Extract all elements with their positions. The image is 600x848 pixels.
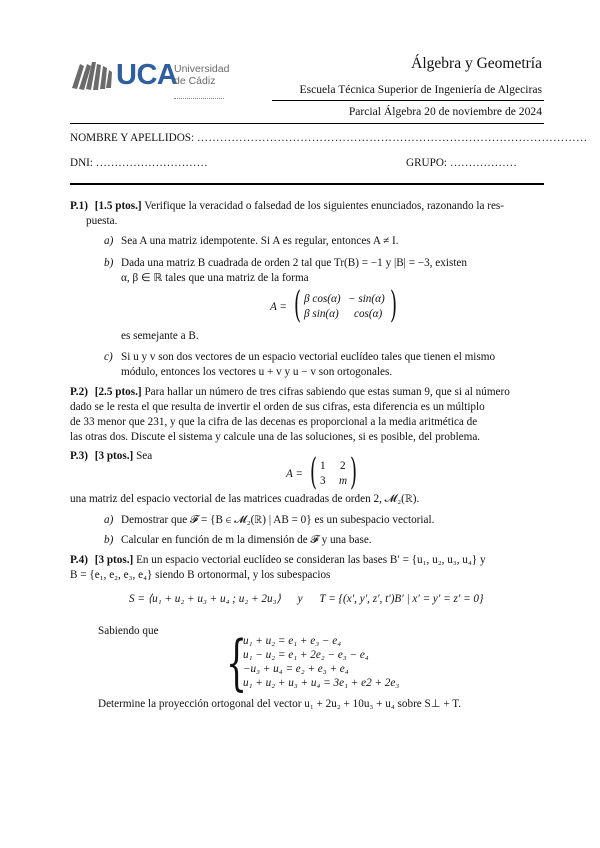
p4-knowing: Sabiendo que	[98, 625, 159, 637]
logo-small-print	[174, 98, 224, 101]
name-label: NOMBRE Y APELLIDOS:	[70, 132, 195, 144]
p3-intro	[70, 449, 152, 464]
p1-c-text2: módulo, entonces los vectores u + v y u − v son ortogonales.	[121, 366, 393, 378]
p3-points: [3 ptos.]	[94, 450, 134, 462]
dni-field[interactable]	[70, 156, 208, 171]
p1-b-label: b)	[104, 257, 114, 269]
p1-intro-text: Verifique la veracidad o falsedad de los siguientes enunciados, razonando la res-	[144, 200, 504, 212]
uca-emblem-icon	[70, 58, 114, 92]
p1-matrix-lhs: A =	[270, 301, 287, 313]
p1-intro	[70, 199, 544, 214]
p3-matrix-lhs: A =	[286, 468, 303, 480]
p3-a-label: a)	[104, 514, 114, 526]
p3-b-label: b)	[104, 534, 114, 546]
p4-line2: B = {e₁, e₂, e₃, e₄} siendo B ortonormal, y los subespacios	[70, 569, 331, 581]
p1-b-text3: es semejante a B.	[121, 330, 199, 342]
logo-univ-line1: Universidad	[174, 63, 230, 75]
p3-m22: m	[339, 475, 348, 487]
p4-subspaces: S = ⟨u₁ + u₂ + u₃ + u₄ ; u₂ + 2u₃⟩ y T = {(x′, y′, z′, t′)B′ | x′ = y′ = z′ = 0}	[129, 593, 484, 605]
p1-m12: − sin(α)	[348, 293, 385, 305]
p3-line: una matriz del espacio vectorial de las matrices cuadradas de orden 2, 𝓜₂(ℝ).	[70, 493, 420, 505]
logo-univ-line2: de Cádiz	[174, 75, 216, 87]
form-rule	[70, 183, 544, 185]
p1-b-text1: Dada una matriz B cuadrada de orden 2 tal que Tr(B) = −1 y |B| = −3, existen	[121, 257, 467, 269]
p4-eq3: −u₃ + u₄ = e₂ + e₃ + e₄	[243, 663, 349, 675]
p1-m11: β cos(α)	[304, 293, 341, 305]
p3-a-text: Demostrar que 𝓕 = {B ∈ 𝓜₂(ℝ) | AB = 0} es un subespacio vectorial.	[121, 514, 435, 526]
p4-text1: En un espacio vectorial euclídeo se consideran las bases B′ = {u₁, u₂, u₃, u₄} y	[136, 554, 486, 566]
p2-line4: las otras dos. Discute el sistema y calcule una de las soluciones, si es posible, del problema.	[70, 431, 481, 443]
p2-points: [2.5 ptos.]	[94, 386, 142, 398]
p1-c-text1: Si u y v son dos vectores de un espacio vectorial euclídeo tales que tienen el mismo	[121, 351, 496, 363]
p1-a-text: Sea A una matriz idempotente. Si A es regular, entonces A ≠ I.	[121, 235, 399, 247]
logo-wordmark: UCA	[116, 59, 178, 91]
p1-number: P.1)	[70, 200, 88, 212]
p3-matrix	[286, 452, 366, 493]
exam-info: Parcial Álgebra 20 de noviembre de 2024	[348, 105, 542, 118]
system-brace: {	[226, 628, 248, 698]
p2-line2: dado se le resta el que resulta de invertir el orden de sus cifras, esta diferencia es un múltiplo	[70, 401, 485, 413]
p3-m12: 2	[340, 460, 346, 472]
p4-eq1: u₁ + u₂ = e₁ + e₃ − e₄	[243, 635, 342, 647]
p1-b-text2: α, β ∈ ℝ tales que una matriz de la forma	[121, 272, 309, 284]
p1-m21: β sin(α)	[304, 308, 339, 320]
p3-b-text: Calcular en función de m la dimensión de 𝓕 y una base.	[121, 534, 372, 546]
p4-line1	[70, 553, 544, 568]
p2-text1: Para hallar un número de tres cifras sabiendo que estas suman 9, que si al número	[144, 386, 510, 398]
p4-points: [3 ptos.]	[94, 554, 134, 566]
group-field[interactable]	[406, 156, 517, 171]
p4-eq2: u₁ − u₂ = e₁ + 2e₂ − e₃ − e₄	[243, 649, 369, 661]
p1-a-label: a)	[104, 235, 114, 247]
group-dots: ………………	[449, 157, 517, 169]
p2-line3: de 33 menor que 231, y que la cifra de las decenas es proporcional a la media aritmética de	[70, 416, 478, 428]
p3-number: P.3)	[70, 450, 88, 462]
university-logo	[70, 56, 240, 104]
header-rule-2	[70, 123, 544, 124]
p4-number: P.4)	[70, 554, 88, 566]
name-field[interactable]	[70, 131, 588, 146]
dni-label: DNI:	[70, 157, 93, 169]
p3-intro-text: Sea	[136, 450, 153, 462]
p3-m11: 1	[320, 460, 326, 472]
left-paren: (	[310, 452, 318, 493]
p1-intro-cont: puesta.	[86, 215, 118, 227]
p1-matrix	[270, 285, 400, 326]
header-rule-1	[272, 100, 544, 101]
left-paren: (	[294, 285, 302, 326]
p1-points: [1.5 ptos.]	[94, 200, 142, 212]
p1-c-label: c)	[104, 351, 113, 363]
right-paren: )	[350, 452, 358, 493]
p2-line1	[70, 385, 544, 400]
right-paren: )	[390, 285, 398, 326]
p1-m22: cos(α)	[354, 308, 383, 320]
p2-number: P.2)	[70, 386, 88, 398]
course-title: Álgebra y Geometría	[411, 55, 542, 72]
p3-m21: 3	[320, 475, 326, 487]
p4-final: Determine la proyección ortogonal del vector u₁ + 2u₂ + 10u₃ + u₄ sobre S⊥ + T.	[98, 698, 462, 710]
name-dots: …………………………………………………………………………………………	[196, 132, 588, 144]
school-name: Escuela Técnica Superior de Ingeniería de Algeciras	[299, 83, 542, 96]
dni-dots: …………………………	[95, 157, 208, 169]
group-label: GRUPO:	[406, 157, 448, 169]
p4-eq4: u₁ + u₂ + u₃ + u₄ = 3e₁ + e2 + 2e₃	[243, 677, 400, 689]
